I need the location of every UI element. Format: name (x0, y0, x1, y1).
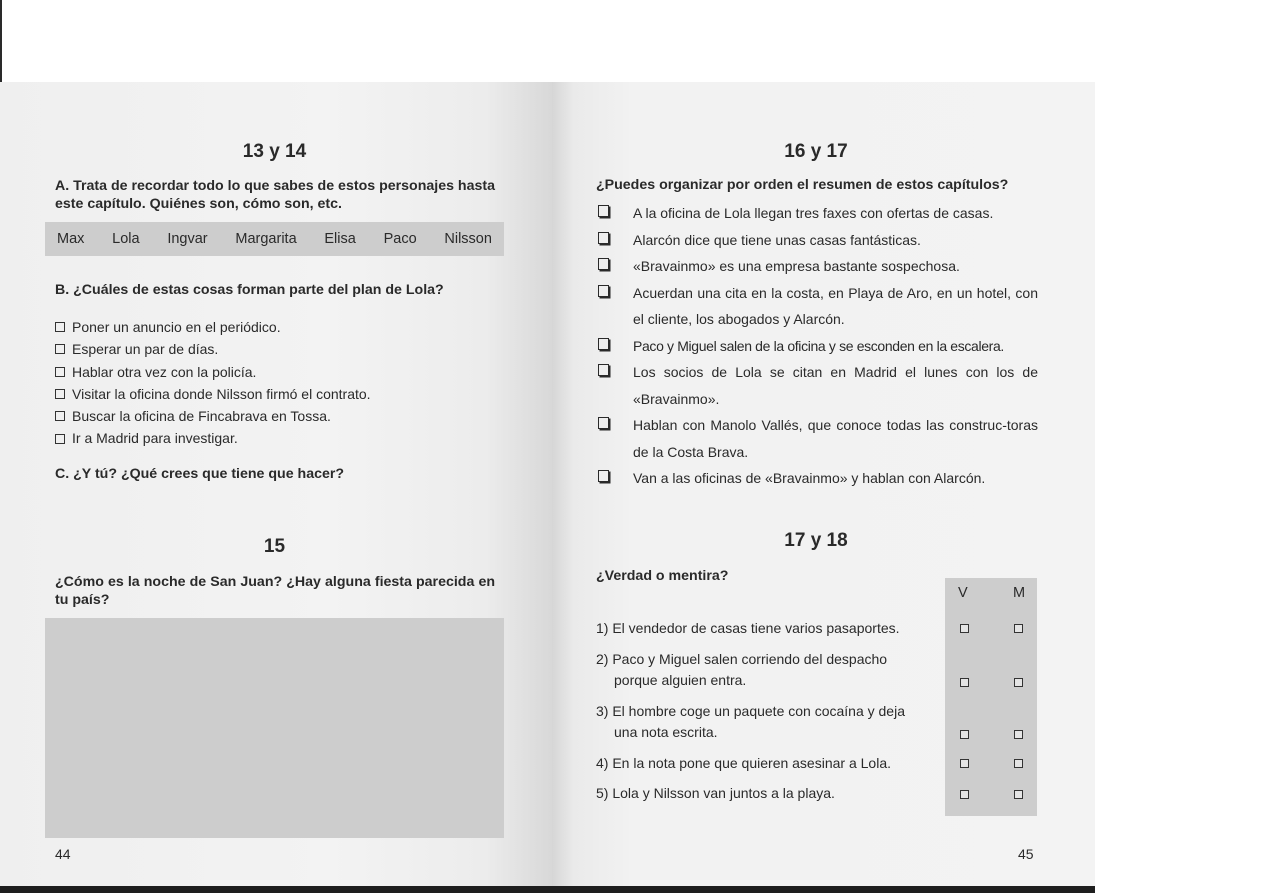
page-number-left: 44 (55, 846, 71, 862)
checkbox-icon (55, 367, 65, 377)
checkbox-v-4[interactable] (960, 759, 969, 768)
checkbox-icon (598, 338, 609, 350)
checkbox-v-5[interactable] (960, 790, 969, 799)
answer-area (45, 618, 504, 838)
question-15: ¿Cómo es la noche de San Juan? ¿Hay alguna fiesta parecida en tu país? (55, 574, 495, 608)
character-name: Elisa (324, 231, 356, 247)
list-item: A la oficina de Lola llegan tres faxes con ofertas de casas. (598, 200, 1038, 227)
question-c: C. ¿Y tú? ¿Qué crees que tiene que hacer? (55, 466, 345, 482)
list-item: «Bravainmo» es una empresa bastante sospechosa. (598, 253, 1038, 280)
page-number-right: 45 (1018, 846, 1034, 862)
checkbox-v-3[interactable] (960, 730, 969, 739)
checkbox-m-2[interactable] (1014, 678, 1023, 687)
list-item: Ir a Madrid para investigar. (55, 427, 495, 449)
true-false-columns (945, 578, 1037, 816)
character-name: Margarita (235, 231, 297, 247)
question-a: A. Trata de recordar todo lo que sabes de estos personajes hasta este capítulo. Quiénes son, cómo son, etc. (55, 178, 495, 212)
checkbox-icon (598, 470, 609, 482)
list-item: Hablar otra vez con la policía. (55, 361, 495, 383)
character-name: Max (57, 231, 85, 247)
character-names-bar (45, 222, 504, 256)
character-name: Paco (383, 231, 417, 247)
checkbox-v-1[interactable] (960, 624, 969, 633)
true-false-item: 4) En la nota pone que quieren asesinar a Lola. (596, 755, 891, 771)
checkbox-icon (598, 417, 609, 429)
column-header-v: V (958, 585, 968, 601)
checkbox-icon (55, 322, 65, 332)
question-b: B. ¿Cuáles de estas cosas forman parte del plan de Lola? (55, 282, 444, 298)
list-item: Hablan con Manolo Vallés, que conoce todas las construc-toras de la Costa Brava. (598, 412, 1038, 465)
true-false-item: 2) Paco y Miguel salen corriendo del despacho porque alguien entra. (596, 651, 888, 688)
list-item: Alarcón dice que tiene unas casas fantásticas. (598, 227, 1038, 254)
character-name: Ingvar (167, 231, 208, 247)
true-false-item: 1) El vendedor de casas tiene varios pasaportes. (596, 620, 900, 636)
heading-15: 15 (263, 536, 286, 557)
column-header-m: M (1013, 585, 1026, 601)
list-item: Visitar la oficina donde Nilsson firmó el contrato. (55, 383, 495, 405)
list-item: Van a las oficinas de «Bravainmo» y hablan con Alarcón. (598, 465, 1038, 492)
summary-checklist (598, 200, 1038, 492)
checkbox-icon (55, 411, 65, 421)
checkbox-icon (598, 232, 609, 244)
heading-16-17: 16 y 17 (784, 141, 848, 162)
list-item: Poner un anuncio en el periódico. (55, 316, 495, 338)
checkbox-icon (598, 258, 609, 270)
list-item: Esperar un par de días. (55, 338, 495, 360)
checkbox-m-3[interactable] (1014, 730, 1023, 739)
true-false-item: 3) El hombre coge un paquete con cocaína y deja una nota escrita. (596, 703, 905, 740)
checkbox-icon (598, 364, 609, 376)
character-name: Nilsson (444, 231, 492, 247)
checkbox-icon (598, 285, 609, 297)
list-item: Buscar la oficina de Fincabrava en Tossa. (55, 405, 495, 427)
checkbox-m-1[interactable] (1014, 624, 1023, 633)
true-false-item: 5) Lola y Nilsson van juntos a la playa. (596, 785, 835, 801)
scan-top-margin (0, 0, 1263, 82)
checkbox-m-4[interactable] (1014, 759, 1023, 768)
list-item: Acuerdan una cita en la costa, en Playa de Aro, en un hotel, con el cliente, los abogados y Alarcón. (598, 280, 1038, 333)
character-name: Lola (112, 231, 140, 247)
question-order: ¿Puedes organizar por orden el resumen de estos capítulos? (596, 177, 1009, 193)
checkbox-icon (55, 389, 65, 399)
checkbox-icon (598, 205, 609, 217)
heading-13-14: 13 y 14 (242, 141, 307, 162)
plan-checklist (55, 316, 495, 450)
heading-17-18: 17 y 18 (784, 530, 848, 551)
checkbox-m-5[interactable] (1014, 790, 1023, 799)
checkbox-v-2[interactable] (960, 678, 969, 687)
checkbox-icon (55, 344, 65, 354)
scan-bottom-edge (0, 886, 1095, 893)
list-item: Paco y Miguel salen de la oficina y se esconden en la escalera. (598, 333, 1038, 360)
list-item: Los socios de Lola se citan en Madrid el lunes con los de «Bravainmo». (598, 359, 1038, 412)
question-true-false: ¿Verdad o mentira? (596, 568, 729, 584)
checkbox-icon (55, 434, 65, 444)
